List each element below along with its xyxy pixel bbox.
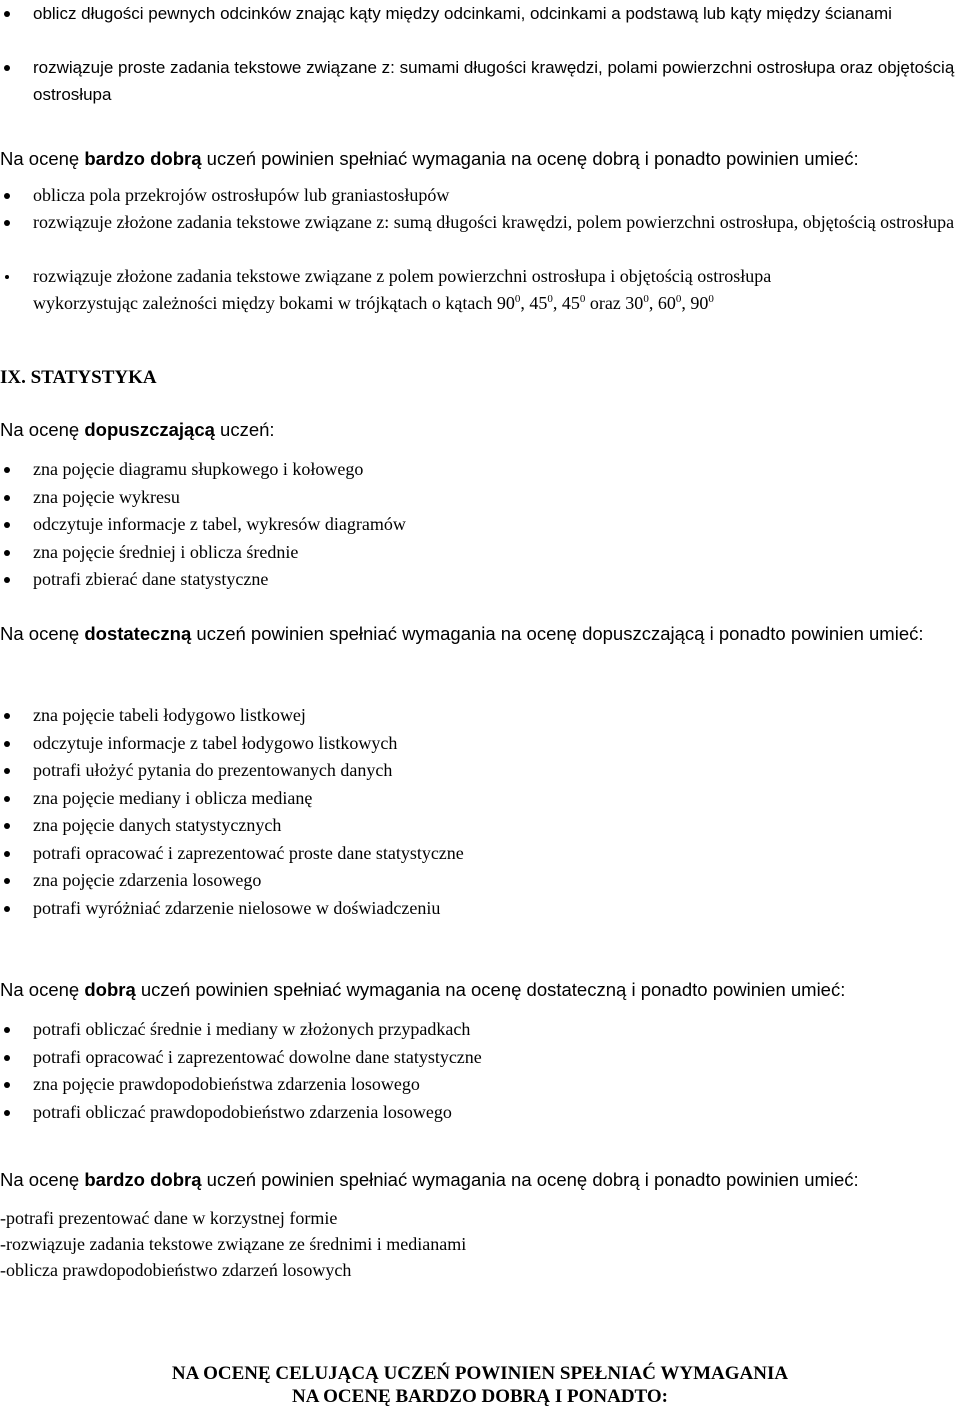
bullet-icon <box>4 550 10 556</box>
grade-heading-dobra: Na ocenę dobrą uczeń powinien spełniać wymagania na ocenę dostateczną i ponadto powinien umieć: <box>0 979 846 1000</box>
list-item: odczytuje informacje z tabel łodygowo listkowych <box>0 730 960 758</box>
list-item: oblicza pola przekrojów ostrosłupów lub graniastosłupów <box>0 182 960 209</box>
list-item: potrafi opracować i zaprezentować proste dane statystyczne <box>0 840 960 868</box>
list-item: potrafi wyróżniać zdarzenie nielosowe w doświadczeniu <box>0 895 960 923</box>
bdb-stat-list <box>0 1205 466 1283</box>
list-item: rozwiązuje złożone zadania tekstowe związane z: sumą długości krawędzi, polem powierzchni ostrosłupa, objętością ostrosłupa <box>0 209 960 263</box>
bullet-icon <box>4 796 10 802</box>
bullet-icon <box>4 1055 10 1061</box>
grade-heading-bardzo-dobra-statistics: Na ocenę bardzo dobrą uczeń powinien spełniać wymagania na ocenę dobrą i ponadto powinien umieć: <box>0 1169 859 1190</box>
bullet-icon <box>4 65 10 71</box>
bullet-icon <box>4 768 10 774</box>
dostateczna-list-block <box>0 702 960 922</box>
list-item: zna pojęcie średniej i oblicza średnie <box>0 539 960 567</box>
final-heading-line-2: NA OCENĘ BARDZO DOBRĄ I PONADTO: <box>292 1386 668 1407</box>
bullet-icon <box>4 878 10 884</box>
list-item: zna pojęcie wykresu <box>0 484 960 512</box>
list-item: potrafi ułożyć pytania do prezentowanych danych <box>0 757 960 785</box>
bullet-icon <box>4 193 10 199</box>
bullet-icon <box>4 1082 10 1088</box>
bullet-icon <box>4 495 10 501</box>
dobra-list-block <box>0 1016 960 1126</box>
bullet-icon <box>4 1027 10 1033</box>
dopuszczajaca-list-block <box>0 456 960 594</box>
bdb-geo-list-block <box>0 182 960 317</box>
bullet-icon <box>4 741 10 747</box>
list-item: zna pojęcie diagramu słupkowego i kołowego <box>0 456 960 484</box>
list-item: odczytuje informacje z tabel, wykresów diagramów <box>0 511 960 539</box>
grade-heading-bardzo-dobra-geometry: Na ocenę bardzo dobrą uczeń powinien spełniać wymagania na ocenę dobrą i ponadto powinien umieć: <box>0 148 859 169</box>
bullet-icon <box>4 1110 10 1116</box>
final-heading-line-1: NA OCENĘ CELUJĄCĄ UCZEŃ POWINIEN SPEŁNIAĆ WYMAGANIA <box>171 1363 789 1384</box>
list-item: oblicz długości pewnych odcinków znając kąty między odcinkami, odcinkami a podstawą lub kąty między ścianami <box>0 0 960 54</box>
list-item: zna pojęcie danych statystycznych <box>0 812 960 840</box>
list-item: rozwiązuje proste zadania tekstowe związane z: sumami długości krawędzi, polami powierzchni ostrosłupa oraz objętością ostrosłupa <box>0 54 960 108</box>
bullet-icon <box>4 522 10 528</box>
list-item: rozwiązuje złożone zadania tekstowe związane z polem powierzchni ostrosłupa i objętością ostrosłupa wykorzystując zależności między bokami w trójkątach o kątach $90^0$, $45^0$, $45^0$ oraz $30^0$, $60^0$, $90^0$ <box>0 263 960 317</box>
grade-heading-dostateczna: Na ocenę dostateczną uczeń powinien spełniać wymagania na ocenę dopuszczającą i ponadto powinien umieć: <box>0 623 924 644</box>
list-item: potrafi obliczać prawdopodobieństwo zdarzenia losowego <box>0 1099 960 1127</box>
top-list <box>0 0 960 108</box>
list-item: potrafi opracować i zaprezentować dowolne dane statystyczne <box>0 1044 960 1072</box>
final-heading <box>0 1362 960 1408</box>
bullet-icon <box>4 851 10 857</box>
bullet-icon <box>5 275 9 279</box>
bullet-icon <box>4 577 10 583</box>
list-item: potrafi zbierać dane statystyczne <box>0 566 960 594</box>
list-item: zna pojęcie prawdopodobieństwa zdarzenia losowego <box>0 1071 960 1099</box>
angles-line: wykorzystując zależności między bokami w trójkątach o kątach $90^0$, $45^0$, $45^0$ oraz $30^0$, $60^0$, $90^0$ <box>33 293 714 313</box>
grade-heading-dopuszczajaca: Na ocenę dopuszczającą uczeń: <box>0 419 275 440</box>
bullet-icon <box>4 467 10 473</box>
bullet-icon <box>4 220 10 226</box>
list-item: potrafi obliczać średnie i mediany w złożonych przypadkach <box>0 1016 960 1044</box>
bullet-icon <box>4 11 10 17</box>
list-item: -potrafi prezentować dane w korzystnej formie <box>0 1208 338 1228</box>
bullet-icon <box>4 713 10 719</box>
list-item: -oblicza prawdopodobieństwo zdarzeń losowych <box>0 1260 352 1280</box>
list-item: zna pojęcie mediany i oblicza medianę <box>0 785 960 813</box>
list-item: -rozwiązuje zadania tekstowe związane ze średnimi i medianami <box>0 1234 467 1254</box>
bullet-icon <box>4 823 10 829</box>
section-title: IX. STATYSTYKA <box>0 367 157 388</box>
list-item: zna pojęcie tabeli łodygowo listkowej <box>0 702 960 730</box>
bullet-icon <box>4 906 10 912</box>
top-list-block <box>0 0 960 108</box>
list-item: zna pojęcie zdarzenia losowego <box>0 867 960 895</box>
